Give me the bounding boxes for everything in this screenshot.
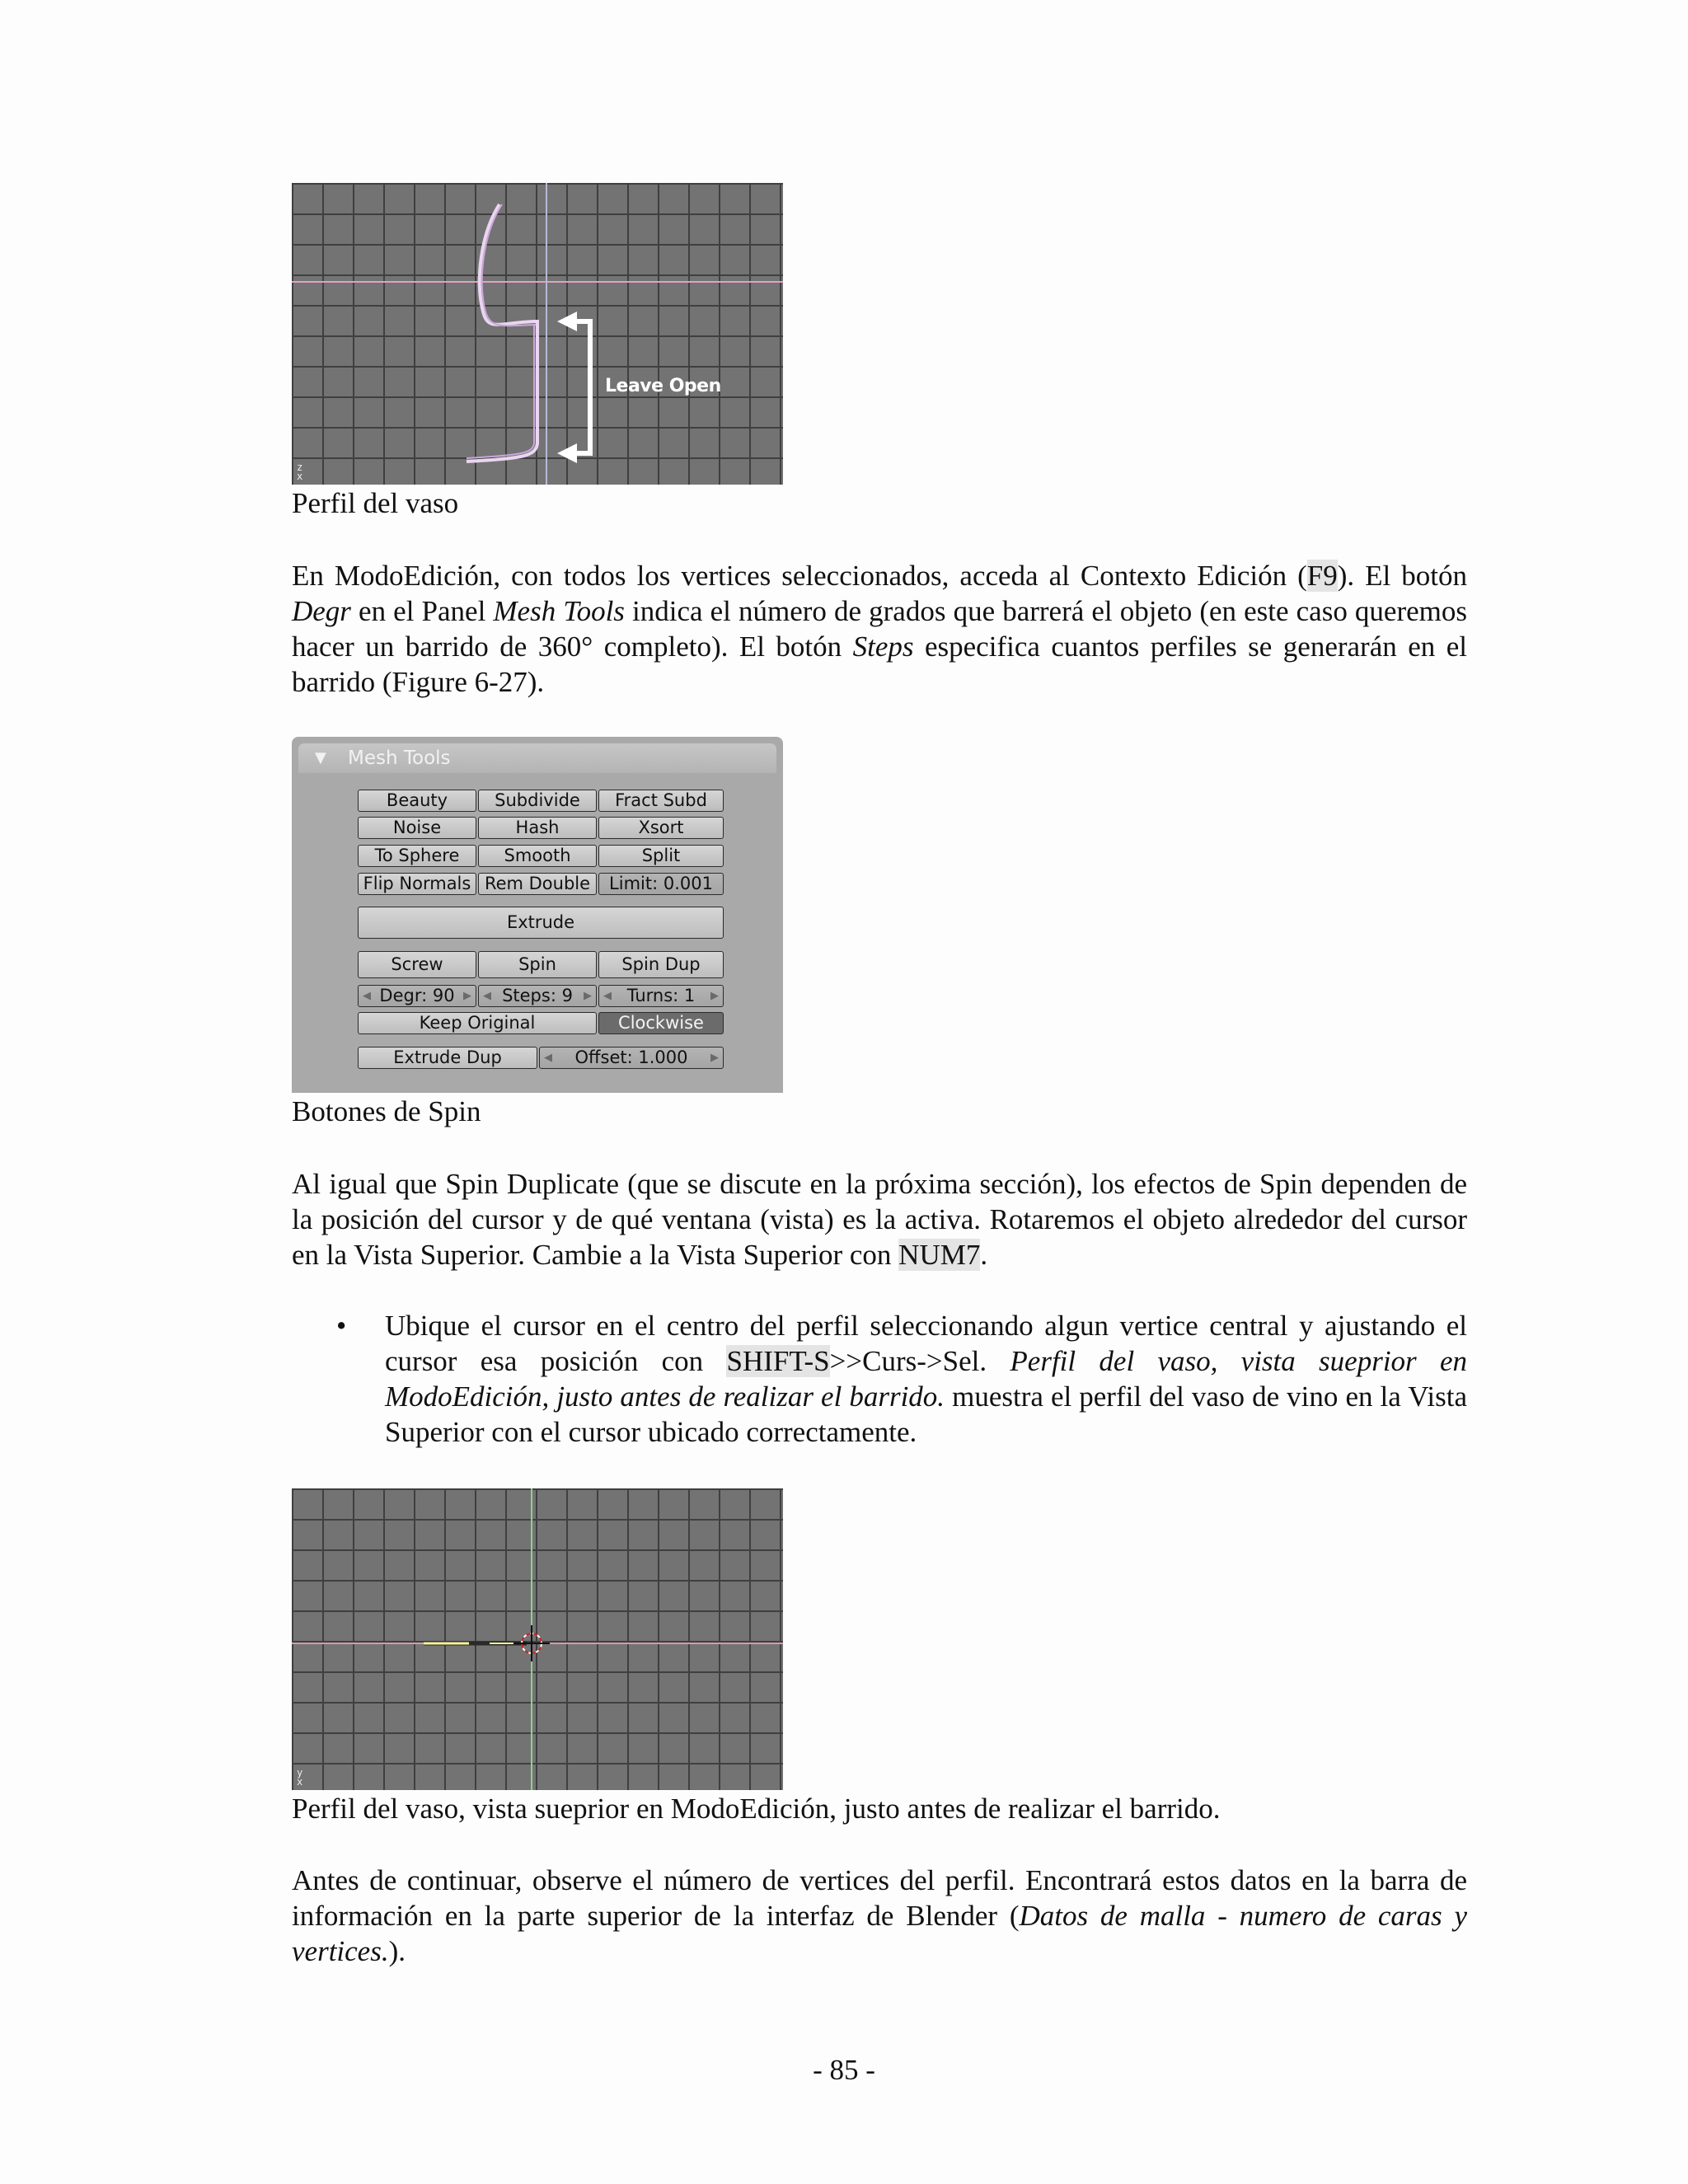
smooth-button[interactable]: Smooth — [478, 845, 597, 867]
decrement-arrow-icon[interactable]: ◀ — [483, 990, 491, 1002]
paragraph-edit-context: En ModoEdición, con todos los vertices seleccionados, acceda al Contexto Edición (F9). El botón Degr en el Panel Mesh Tools indica el número de grados que barrerá el objeto (en este caso queremos hacer un barrido de 360° completo). El botón Steps especifica cuantos perfiles se generarán en el barrido (Figure 6-27). — [292, 560, 1468, 698]
increment-arrow-icon[interactable]: ▶ — [710, 1052, 719, 1064]
fract-subd-button[interactable]: Fract Subd — [598, 790, 724, 812]
rem-double-button[interactable]: Rem Double — [478, 873, 597, 895]
flip-normals-button[interactable]: Flip Normals — [358, 873, 476, 895]
spin-button[interactable]: Spin — [478, 951, 597, 978]
extrude-button[interactable]: Extrude — [358, 907, 724, 939]
figure-profile-front — [292, 183, 783, 486]
increment-arrow-icon[interactable]: ▶ — [584, 990, 592, 1002]
offset-value: Offset: 1.000 — [574, 1047, 688, 1067]
bullet-cursor-placement: Ubique el cursor en el centro del perfil seleccionando algun vertice central y ajustando el cursor esa posición con SHIFT-S>>Curs->Sel. Perfil del vaso, vista sueprior en ModoEdición, justo antes de realizar el barrido. muestra el perfil del vaso de vino en la Vista Superior con el cursor ubicado correctamente. — [385, 1310, 1468, 1448]
front-viewport — [292, 183, 783, 485]
limit-field[interactable]: Limit: 0.001 — [598, 873, 724, 895]
key-shift-s: SHIFT-S — [726, 1345, 830, 1377]
degr-field[interactable] — [358, 985, 476, 1007]
turns-field[interactable] — [598, 985, 724, 1007]
decrement-arrow-icon[interactable]: ◀ — [363, 990, 371, 1002]
screw-button[interactable]: Screw — [358, 951, 476, 978]
keep-original-toggle[interactable]: Keep Original — [358, 1012, 597, 1034]
figure-profile-top — [292, 1488, 783, 1790]
offset-field[interactable] — [539, 1047, 724, 1069]
to-sphere-button[interactable]: To Sphere — [358, 845, 476, 867]
figure-caption-1: Perfil del vaso — [292, 487, 459, 519]
xsort-button[interactable]: Xsort — [598, 817, 724, 839]
leave-open-label: Leave Open — [605, 376, 721, 396]
noise-button[interactable]: Noise — [358, 817, 476, 839]
clockwise-toggle[interactable]: Clockwise — [598, 1012, 724, 1034]
increment-arrow-icon[interactable]: ▶ — [710, 990, 719, 1002]
paragraph-spin-cursor: Al igual que Spin Duplicate (que se discute en la próxima sección), los efectos de Spin dependen de la posición del cursor y de qué ventana (vista) es la activa. Rotaremos el objeto alrededor del cursor en la Vista Superior. Cambie a la Vista Superior con NUM7. — [292, 1168, 1467, 1271]
steps-field[interactable] — [478, 985, 597, 1007]
figure-caption-2: Botones de Spin — [292, 1095, 481, 1127]
axis-indicator — [297, 463, 302, 481]
hash-button[interactable]: Hash — [478, 817, 597, 839]
axis-y-label: y — [297, 1767, 303, 1779]
spin-dup-button[interactable]: Spin Dup — [598, 951, 724, 978]
beauty-button[interactable]: Beauty — [358, 790, 476, 812]
paragraph-vertex-count: Antes de continuar, observe el número de vertices del perfil. Encontrará estos datos en la barra de información en la parte superior de la interfaz de Blender (Datos de malla - numero de caras y vertices.). — [292, 1864, 1467, 1967]
degr-value: Degr: 90 — [379, 986, 455, 1005]
decrement-arrow-icon[interactable]: ◀ — [603, 990, 612, 1002]
top-view-drawing — [292, 1488, 783, 1790]
turns-value: Turns: 1 — [626, 986, 696, 1005]
increment-arrow-icon[interactable]: ▶ — [463, 990, 471, 1002]
mesh-tools-panel — [292, 737, 783, 1093]
panel-title: Mesh Tools — [348, 748, 451, 769]
page-number: - 85 - — [813, 2054, 875, 2086]
figure-mesh-tools — [292, 737, 783, 1093]
steps-value: Steps: 9 — [502, 986, 573, 1005]
split-button[interactable]: Split — [598, 845, 724, 867]
collapse-triangle-icon[interactable]: ▼ — [315, 749, 326, 766]
axis-z-label: z — [297, 462, 303, 473]
extrude-dup-button[interactable]: Extrude Dup — [358, 1047, 537, 1069]
key-f9: F9 — [1306, 560, 1338, 592]
subdivide-button[interactable]: Subdivide — [478, 790, 597, 812]
bullet-marker: • — [336, 1310, 347, 1342]
figure-caption-3: Perfil del vaso, vista sueprior en ModoEdición, justo antes de realizar el barrido. — [292, 1793, 1221, 1825]
panel-header[interactable] — [298, 743, 776, 773]
top-viewport — [292, 1488, 783, 1790]
key-num7: NUM7 — [898, 1239, 981, 1271]
axis-x-label: x — [297, 471, 303, 482]
decrement-arrow-icon[interactable]: ◀ — [544, 1052, 552, 1064]
profile-drawing — [292, 183, 783, 485]
axis-indicator — [297, 1769, 302, 1787]
axis-x-label: x — [297, 1776, 303, 1788]
